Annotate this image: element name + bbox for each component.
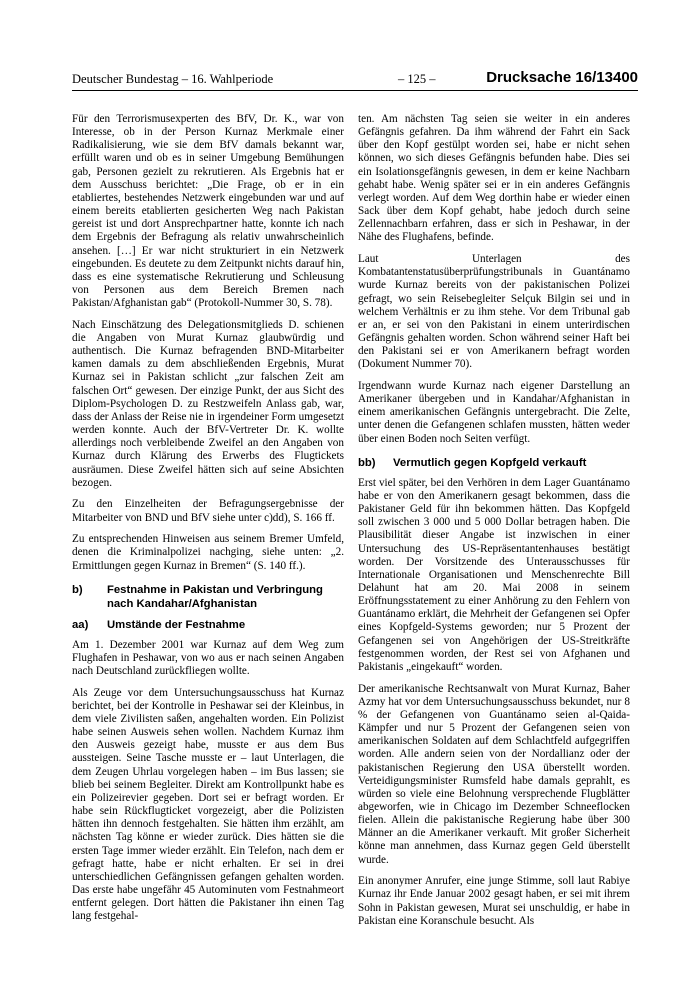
document-number: Drucksache 16/13400	[486, 69, 638, 86]
paragraph: Am 1. Dezember 2001 war Kurnaz auf dem Weg zum Flughafen in Peshawar, von wo aus er nach seinen Angaben nach Deutschland zurückfliegen wollte.	[72, 638, 344, 677]
page-number: – 125 –	[398, 72, 436, 86]
header-publication: Deutscher Bundestag – 16. Wahlperiode	[72, 72, 274, 86]
paragraph: Als Zeuge vor dem Untersuchungsausschuss hat Kurnaz berichtet, bei der Kontrolle in Peshawar sei der Kleinbus, in dem viele Zivilisten saßen, angehalten worden. Ein Polizist habe seinen Ausweis sehen wollen. Nachdem Kurnaz ihm den Ausweis gezeigt habe, musste er aus dem Bus aussteigen. Seine Tasche musste er – laut Unterlagen, die dem Zeugen Uhrlau vorgelegen haben – im Bus lassen; sie blieb bei seinem Begleiter. Direkt am Kontrollpunkt habe es ein Polizeirevier gegeben. Dort sei er befragt worden. Er habe sein Rückflugticket vorgezeigt, aber die Polizisten hätten ihn dennoch festgehalten. Sie hätten ihm erzählt, am nächsten Tag könne er wieder zurück. Dies hätten sie die ersten Tage immer wieder erzählt. Ein Telefon, nach dem er gefragt hatte, habe er nicht erhalten. Er sei in drei unterschiedlichen Gefängnissen gefangen gehalten worden. Das erste habe ungefähr 45 Autominuten vom Festnahmeort entfernt gelegen. Dort hätten die Pakistaner ihn einen Tag lang festgehal-	[72, 686, 344, 923]
paragraph: ten. Am nächsten Tag seien sie weiter in ein anderes Gefängnis gefahren. Da ihm während der Fahrt ein Sack über den Kopf gestülpt worden sei, habe er nicht sehen können, wo sich dieses Gefängnis befunden habe. Dies sei ein Isolationsgefängnis gewesen, in dem er keine Nachbarn gehabt habe. Wenig später sei er in ein anderes Gefängnis verlegt worden. Auf dem Weg dorthin habe er wieder einen Sack über dem Kopf gehabt, habe jedoch durch seine Zellennachbarn erfahren, dass er sich in Peshawar, in der Nähe des Flughafens, befinde.	[358, 113, 630, 244]
paragraph: Für den Terrorismusexperten des BfV, Dr. K., war von Interesse, ob in der Person Kurnaz Merkmale einer Radikalisierung, wie sie dem BfV damals bekannt war, erfüllt waren und ob es in seiner Umgebung Bemühungen gab, Personen gezielt zu rekrutieren. Als Ergebnis hat er dem Ausschuss berichtet: „Die Frage, ob er in ein etabliertes, bestehendes Netzwerk eingebunden war und auf einem bereits etablierten gesicherten Weg nach Pakistan gereist ist und dort Ansprechpartner hatte, konnte ich nach dem Ergebnis der Befragung als relativ unwahrscheinlich ansehen. […] Er war nicht strukturiert in ein Netzwerk eingebunden. Es deutete zu dem Zeitpunkt nichts darauf hin, dass es eine systematische Rekrutierung und Schleusung von Personen aus dem Bereich Bremen nach Pakistan/Afghanistan gab“ (Protokoll-Nummer 30, S. 78).	[72, 113, 344, 310]
heading-number: aa)	[72, 618, 89, 631]
section-heading-bb	[358, 456, 630, 470]
heading-number: b)	[72, 583, 83, 596]
right-column	[358, 113, 630, 936]
left-column	[72, 113, 344, 932]
paragraph: Zu den Einzelheiten der Befragungsergebnisse der Mitarbeiter von BND und BfV siehe unter c)dd), S. 166 ff.	[72, 498, 344, 524]
paragraph: Laut Unterlagen des Kombatantenstatusüberprüfungstribunals in Guantánamo wurde Kurnaz bereits von der pakistanischen Polizei gefragt, wo sein Reisebegleiter Selçuk Bilgin sei und in welchem Verhältnis er zu ihm stehe. Vor dem Tribunal gab er an, er sei von den Pakistani in einem unterirdischen Gefängnis gehalten worden. Schon während seiner Haft bei den Pakistani sei er von Amerikanern befragt worden (Dokument Nummer 70).	[358, 253, 630, 371]
paragraph: Nach Einschätzung des Delegationsmitglieds D. schienen die Angaben von Murat Kurnaz glaubwürdig und authentisch. Die Kurnaz befragenden BND-Mitarbeiter kamen damals zu dem abschließenden Ergebnis, Murat Kurnaz sei in Pakistan schlicht „zur falschen Zeit am falschen Ort“ gewesen. Der einzige Punkt, der aus Sicht des Diplom-Psychologen D. zu Restzweifeln Anlass gab, war, dass der Anlass der Reise nie in irgendeiner Form umgesetzt werden konnte. Auch der BfV-Vertreter Dr. K. wollte allerdings noch verbleibende Zweifel an den Angaben von Kurnaz durch Klärung des Erwerbs des Flugtickets ausräumen. Diese Zweifel hätten sich auf seine Absichten bezogen.	[72, 318, 344, 489]
paragraph: Erst viel später, bei den Verhören in dem Lager Guantánamo habe er von den Amerikanern gesagt bekommen, dass die Pakistaner Geld für ihn bekommen hätten. Das Kopfgeld soll zwischen 3 000 und 5 000 Dollar betragen haben. Die Plausibilität dieser Angabe ist inzwischen in einer Untersuchung des US-Repräsentantenhauses bestätigt worden. Der Vorsitzende des Unterausschusses für Internationale Organisationen und Menschenrechte Bill Delahunt hat am 20. Mai 2008 in seinem Eröffnungsstatement zu einer Anhörung zu den Fehlern von Guantánamo erklärt, die Mehrheit der Gefangenen sei Opfer eines Kopfgeld-Systems geworden; nur 5 Prozent der Gefangenen sei von Angehörigen der US-Streitkräfte festgenommen worden, der Rest sei von Afghanen und Pakistanis „eingekauft“ worden.	[358, 476, 630, 673]
heading-number: bb)	[358, 456, 376, 469]
heading-title: Umstände der Festnahme	[107, 618, 246, 631]
paragraph: Der amerikanische Rechtsanwalt von Murat Kurnaz, Baher Azmy hat vor dem Untersuchungsausschuss bekundet, nur 8 % der Gefangenen von Guantánamo seien al-Qaida-Kämpfer und nur 5 Prozent der Gefangenen seien von amerikanischen Soldaten auf dem Schlachtfeld aufgegriffen worden. Alle andern seien von der Nordallianz oder der pakistanischen Regierung den USA überstellt worden. Verteidigungsminister Rumsfeld habe damals geprahlt, es würden so viele eine Belohnung versprechende Flugblätter abgeworfen, wie in Chicago im Dezember Schneeflocken fielen. Allein die pakistanische Regierung habe über 300 Männer an die Amerikaner verkauft. Mit großer Sicherheit könne man annehmen, dass Kurnaz gegen Geld überstellt wurde.	[358, 682, 630, 866]
paragraph: Zu entsprechenden Hinweisen aus seinem Bremer Umfeld, denen die Kriminalpolizei nachging, siehe unten: „2. Ermittlungen gegen Kurnaz in Bremen“ (S. 140 ff.).	[72, 533, 344, 572]
heading-title: Festnahme in Pakistan und Verbringung nach Kandahar/Afghanistan	[107, 583, 323, 610]
heading-title: Vermutlich gegen Kopfgeld verkauft	[393, 456, 587, 469]
section-heading-b	[72, 583, 344, 611]
page-header	[72, 70, 638, 91]
paragraph: Irgendwann wurde Kurnaz nach eigener Darstellung an Amerikaner übergeben und in Kandahar/Afghanistan in einem amerikanischen Gefängnis untergebracht. Die Zelte, unter denen die Gefangenen schlafen mussten, hätten weder über einen Boden noch Seiten verfügt.	[358, 379, 630, 445]
paragraph: Ein anonymer Anrufer, eine junge Stimme, soll laut Rabiye Kurnaz ihr Ende Januar 2002 gesagt haben, er sei mit ihrem Sohn in Pakistan gewesen, Murat sei unschuldig, er habe in Pakistan eine Koranschule besucht. Als	[358, 875, 630, 927]
section-heading-aa	[72, 618, 344, 632]
